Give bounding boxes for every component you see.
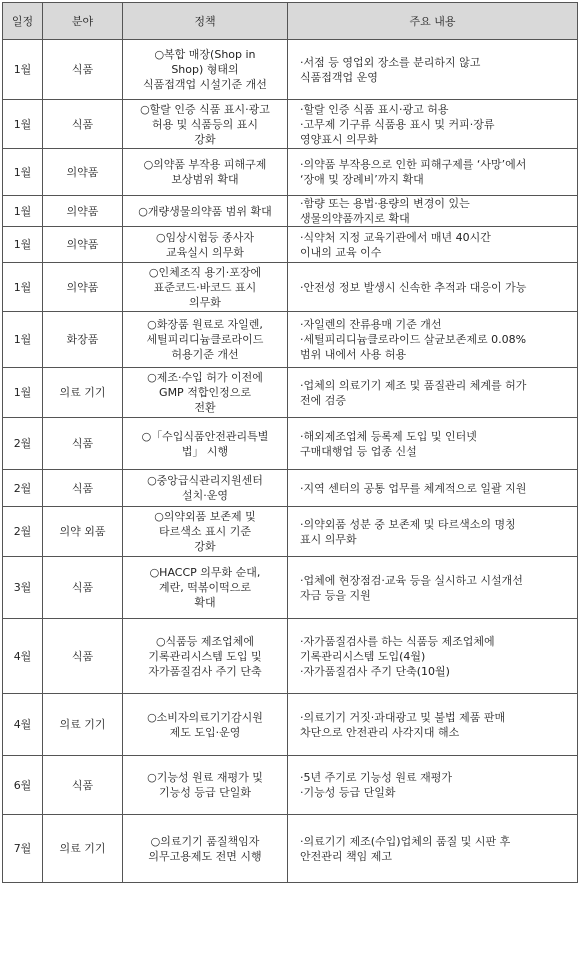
content-line: ·안전성 정보 발생시 신속한 추적과 대응이 가능 bbox=[300, 280, 527, 294]
cell-content bbox=[288, 418, 578, 470]
content-line: 식품접객업 운영 bbox=[300, 70, 378, 84]
content-line: 기록관리시스템 도입(4월) bbox=[300, 649, 426, 663]
cell-policy bbox=[123, 815, 288, 883]
cell-schedule: 1월 bbox=[3, 312, 43, 368]
cell-content bbox=[288, 694, 578, 756]
policy-line: ○의약외품 보존제 및 bbox=[154, 510, 256, 523]
table-row bbox=[3, 694, 578, 756]
content-line: 차단으로 안전관리 사각지대 해소 bbox=[300, 725, 460, 739]
content-line: ·의약외품 성분 중 보존제 및 타르색소의 명칭 bbox=[300, 517, 516, 531]
cell-field: 식품 bbox=[43, 557, 123, 619]
content-line: ·자가품질검사를 하는 식품등 제조업체에 bbox=[300, 634, 495, 648]
cell-policy bbox=[123, 470, 288, 507]
policy-line: ○개량생물의약품 범위 확대 bbox=[138, 204, 272, 218]
header-policy: 정책 bbox=[123, 3, 288, 40]
table-row bbox=[3, 40, 578, 100]
content-line: 안전관리 책임 제고 bbox=[300, 849, 393, 863]
policy-line: 강화 bbox=[194, 540, 216, 553]
table-row bbox=[3, 815, 578, 883]
cell-content bbox=[288, 470, 578, 507]
policy-line: ○화장품 원료로 자일렌, bbox=[147, 318, 263, 331]
cell-field: 의료 기기 bbox=[43, 694, 123, 756]
policy-line: ○기능성 원료 재평가 및 bbox=[147, 771, 263, 784]
policy-line: 전환 bbox=[194, 401, 216, 414]
policy-line: ○「수입식품안전관리특별 bbox=[141, 429, 269, 443]
header-content: 주요 내용 bbox=[288, 3, 578, 40]
policy-line: GMP 적합인정으로 bbox=[159, 386, 251, 399]
cell-content bbox=[288, 100, 578, 149]
policy-line: ○제조·수입 허가 이전에 bbox=[147, 371, 263, 384]
policy-line: 허용 및 식품등의 표시 bbox=[151, 117, 259, 131]
table-row bbox=[3, 227, 578, 263]
cell-field: 의약품 bbox=[43, 263, 123, 312]
cell-field: 의약품 bbox=[43, 196, 123, 227]
cell-content bbox=[288, 227, 578, 263]
content-line: ·할랄 인증 식품 표시·광고 허용 bbox=[300, 102, 449, 116]
cell-field: 식품 bbox=[43, 418, 123, 470]
policy-line: 보상범위 확대 bbox=[171, 173, 239, 186]
policy-line: 기능성 등급 단일화 bbox=[158, 786, 251, 799]
content-line: ·5년 주기로 기능성 원료 재평가 bbox=[300, 771, 452, 784]
content-line: 생물의약품까지로 확대 bbox=[300, 212, 410, 225]
policy-line: ○할랄 인증 식품 표시·광고 bbox=[140, 102, 270, 116]
content-line: ·의약품 부작용으로 인한 피해구제를 ‘사망’에서 bbox=[300, 158, 527, 171]
table-row bbox=[3, 418, 578, 470]
cell-field: 식품 bbox=[43, 619, 123, 694]
cell-content bbox=[288, 619, 578, 694]
cell-content bbox=[288, 312, 578, 368]
policy-line: ○의약품 부작용 피해구제 bbox=[143, 158, 267, 171]
cell-content bbox=[288, 263, 578, 312]
cell-schedule: 1월 bbox=[3, 263, 43, 312]
cell-policy bbox=[123, 418, 288, 470]
content-line: ·함량 또는 용법·용량의 변경이 있는 bbox=[300, 197, 470, 210]
cell-content bbox=[288, 815, 578, 883]
policy-line: 확대 bbox=[194, 596, 216, 609]
cell-content bbox=[288, 507, 578, 557]
policy-line: ○인체조직 용기·포장에 bbox=[148, 265, 262, 279]
cell-content bbox=[288, 368, 578, 418]
policy-line: 기록관리시스템 도입 및 bbox=[148, 649, 262, 663]
table-row bbox=[3, 196, 578, 227]
content-line: 영양표시 의무화 bbox=[300, 132, 378, 146]
cell-policy bbox=[123, 196, 288, 227]
cell-policy bbox=[123, 40, 288, 100]
policy-line: 표준코드·바코드 표시 bbox=[153, 280, 257, 294]
policy-line: 세틸피리디늄클로라이드 bbox=[146, 333, 264, 346]
policy-line: ○HACCP 의무화 순대, bbox=[149, 566, 261, 579]
content-line: ·지역 센터의 공통 업무를 체계적으로 일괄 지원 bbox=[300, 481, 527, 495]
policy-line: 타르색소 표시 기준 bbox=[158, 525, 251, 538]
content-line: 전에 검증 bbox=[300, 393, 347, 407]
cell-field: 식품 bbox=[43, 100, 123, 149]
policy-line: Shop) 형태의 bbox=[171, 63, 239, 76]
cell-policy bbox=[123, 368, 288, 418]
table-row bbox=[3, 263, 578, 312]
content-line: ·기능성 등급 단일화 bbox=[300, 786, 396, 799]
policy-line: 의무고용제도 전면 시행 bbox=[148, 849, 262, 863]
content-line: 자금 등을 지원 bbox=[300, 588, 371, 602]
cell-schedule: 4월 bbox=[3, 619, 43, 694]
policy-table bbox=[2, 2, 578, 883]
policy-line: 교육실시 의무화 bbox=[166, 245, 244, 259]
policy-table-wrapper bbox=[2, 2, 578, 883]
table-body bbox=[3, 40, 578, 883]
policy-line: ○식품등 제조업체에 bbox=[155, 634, 255, 648]
cell-policy bbox=[123, 263, 288, 312]
policy-line: ○의료기기 품질책임자 bbox=[150, 834, 260, 848]
content-line: ·서점 등 영업외 장소를 분리하지 않고 bbox=[300, 55, 481, 69]
cell-schedule: 1월 bbox=[3, 100, 43, 149]
cell-content bbox=[288, 149, 578, 196]
header-schedule: 일정 bbox=[3, 3, 43, 40]
cell-field: 의약품 bbox=[43, 227, 123, 263]
cell-content bbox=[288, 40, 578, 100]
cell-schedule: 3월 bbox=[3, 557, 43, 619]
table-row bbox=[3, 100, 578, 149]
policy-line: 식품접객업 시설기준 개선 bbox=[143, 78, 267, 91]
policy-line: 자가품질검사 주기 단축 bbox=[148, 664, 262, 678]
cell-field: 식품 bbox=[43, 756, 123, 815]
cell-policy bbox=[123, 694, 288, 756]
cell-schedule: 1월 bbox=[3, 196, 43, 227]
policy-line: 설치·운영 bbox=[181, 489, 228, 502]
cell-field: 의료 기기 bbox=[43, 368, 123, 418]
cell-policy bbox=[123, 312, 288, 368]
cell-policy bbox=[123, 619, 288, 694]
cell-schedule: 6월 bbox=[3, 756, 43, 815]
cell-schedule: 2월 bbox=[3, 507, 43, 557]
cell-schedule: 1월 bbox=[3, 368, 43, 418]
content-line: ·의료기기 제조(수입)업체의 품질 및 시판 후 bbox=[300, 834, 511, 848]
policy-line: ○소비자의료기기감시원 bbox=[147, 710, 263, 724]
cell-schedule: 1월 bbox=[3, 227, 43, 263]
content-line: 표시 의무화 bbox=[300, 532, 357, 546]
header-field: 분야 bbox=[43, 3, 123, 40]
cell-field: 의약품 bbox=[43, 149, 123, 196]
table-row bbox=[3, 368, 578, 418]
policy-line: ○임상시험등 종사자 bbox=[155, 230, 255, 244]
cell-policy bbox=[123, 100, 288, 149]
table-row bbox=[3, 507, 578, 557]
table-row bbox=[3, 756, 578, 815]
policy-line: 강화 bbox=[194, 132, 216, 146]
cell-policy bbox=[123, 557, 288, 619]
cell-schedule: 4월 bbox=[3, 694, 43, 756]
content-line: ·업체에 현장점검·교육 등을 실시하고 시설개선 bbox=[300, 573, 523, 587]
cell-content bbox=[288, 196, 578, 227]
policy-line: 계란, 떡볶이떡으로 bbox=[158, 581, 251, 594]
policy-line: 의무화 bbox=[189, 295, 221, 309]
cell-schedule: 1월 bbox=[3, 149, 43, 196]
content-line: ·세틸피리디늄클로라이드 살균보존제로 0.08% bbox=[300, 333, 527, 346]
cell-schedule: 7월 bbox=[3, 815, 43, 883]
content-line: ·자가품질검사 주기 단축(10월) bbox=[300, 664, 450, 678]
content-line: 구매대행업 등 업종 신설 bbox=[300, 444, 417, 458]
cell-field: 식품 bbox=[43, 40, 123, 100]
cell-policy bbox=[123, 227, 288, 263]
content-line: ·해외제조업체 등록제 도입 및 인터넷 bbox=[300, 429, 477, 443]
cell-field: 의약 외품 bbox=[43, 507, 123, 557]
policy-line: ○복합 매장(Shop in bbox=[154, 48, 256, 61]
content-line: ·식약처 지정 교육기관에서 매년 40시간 bbox=[300, 230, 491, 244]
cell-field: 화장품 bbox=[43, 312, 123, 368]
cell-field: 의료 기기 bbox=[43, 815, 123, 883]
content-line: ·고무제 기구류 식품용 표시 및 커피·장류 bbox=[300, 117, 495, 131]
table-row bbox=[3, 557, 578, 619]
cell-schedule: 1월 bbox=[3, 40, 43, 100]
content-line: ·자일렌의 잔류용매 기준 개선 bbox=[300, 318, 442, 331]
policy-line: ○중앙급식관리지원센터 bbox=[147, 474, 263, 487]
cell-content bbox=[288, 557, 578, 619]
cell-field: 식품 bbox=[43, 470, 123, 507]
content-line: ·의료기기 거짓·과대광고 및 불법 제품 판매 bbox=[300, 710, 506, 724]
cell-schedule: 2월 bbox=[3, 418, 43, 470]
content-line: ‘장애 및 장례비’까지 확대 bbox=[300, 173, 424, 186]
cell-policy bbox=[123, 507, 288, 557]
table-row bbox=[3, 149, 578, 196]
table-header-row bbox=[3, 3, 578, 40]
table-row bbox=[3, 619, 578, 694]
policy-line: 허용기준 개선 bbox=[171, 348, 239, 361]
content-line: 이내의 교육 이수 bbox=[300, 245, 382, 259]
cell-policy bbox=[123, 149, 288, 196]
table-row bbox=[3, 470, 578, 507]
policy-line: 법」 시행 bbox=[181, 444, 229, 458]
cell-policy bbox=[123, 756, 288, 815]
table-row bbox=[3, 312, 578, 368]
content-line: 범위 내에서 사용 허용 bbox=[300, 348, 407, 361]
policy-line: 제도 도입·운영 bbox=[169, 725, 241, 739]
content-line: ·업체의 의료기기 제조 및 품질관리 체계를 허가 bbox=[300, 378, 527, 392]
cell-schedule: 2월 bbox=[3, 470, 43, 507]
cell-content bbox=[288, 756, 578, 815]
